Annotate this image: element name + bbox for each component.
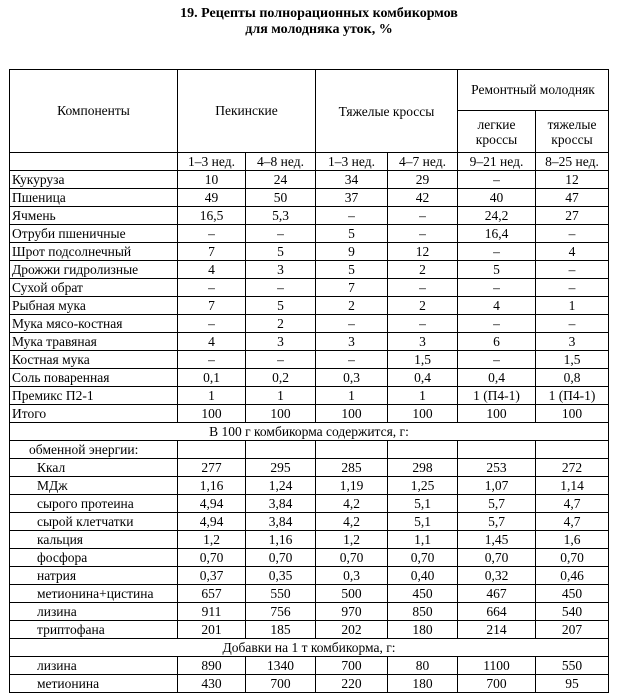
value-cell: 1,16 [246, 531, 316, 549]
table-row [10, 243, 609, 261]
value-cell: – [388, 315, 458, 333]
value-cell: 5 [246, 243, 316, 261]
value-cell: 4,7 [536, 513, 609, 531]
value-cell: 214 [458, 621, 536, 639]
value-cell: 4,2 [316, 513, 388, 531]
value-cell: 24,2 [458, 207, 536, 225]
value-cell: 27 [536, 207, 609, 225]
value-cell: 1,25 [388, 477, 458, 495]
value-cell: 201 [178, 621, 246, 639]
value-cell: 1,24 [246, 477, 316, 495]
empty-cell [388, 441, 458, 459]
table-subtitle: для молодняка уток, % [245, 22, 393, 37]
row-label: Ккал [10, 459, 178, 477]
value-cell: – [316, 207, 388, 225]
value-cell: 970 [316, 603, 388, 621]
value-cell: – [316, 351, 388, 369]
feed-recipes-table [9, 69, 609, 693]
value-cell: 47 [536, 189, 609, 207]
value-cell: 12 [536, 171, 609, 189]
value-cell: 95 [536, 675, 609, 693]
value-cell: 5 [458, 261, 536, 279]
value-cell: 9 [316, 243, 388, 261]
value-cell: 16,4 [458, 225, 536, 243]
age-cell: 1–3 нед. [178, 153, 246, 171]
value-cell: 2 [388, 297, 458, 315]
table-row [10, 315, 609, 333]
row-label: лизина [10, 603, 178, 621]
value-cell: 1,45 [458, 531, 536, 549]
additives-rows [10, 657, 609, 693]
row-label: Отруби пшеничные [10, 225, 178, 243]
row-label: метионина+цистина [10, 585, 178, 603]
value-cell: 0,4 [388, 369, 458, 387]
value-cell: 253 [458, 459, 536, 477]
value-cell: – [388, 279, 458, 297]
value-cell: 4 [458, 297, 536, 315]
table-row [10, 585, 609, 603]
value-cell: – [178, 351, 246, 369]
value-cell: 80 [388, 657, 458, 675]
row-label: фосфора [10, 549, 178, 567]
row-label: триптофана [10, 621, 178, 639]
table-row [10, 513, 609, 531]
header-components: Компоненты [10, 70, 178, 153]
row-label: Кукуруза [10, 171, 178, 189]
table-row [10, 351, 609, 369]
value-cell: 298 [388, 459, 458, 477]
value-cell: 0,70 [316, 549, 388, 567]
value-cell: 5 [316, 261, 388, 279]
table-row [10, 567, 609, 585]
value-cell: 100 [458, 405, 536, 423]
value-cell: 100 [246, 405, 316, 423]
header-pekin: Пекинские [178, 70, 316, 153]
value-cell: – [178, 279, 246, 297]
row-label: Дрожжи гидролизные [10, 261, 178, 279]
value-cell: – [536, 315, 609, 333]
table-row [10, 369, 609, 387]
value-cell: 7 [316, 279, 388, 297]
value-cell: 1,1 [388, 531, 458, 549]
value-cell: – [316, 315, 388, 333]
value-cell: 756 [246, 603, 316, 621]
value-cell: 467 [458, 585, 536, 603]
value-cell: 49 [178, 189, 246, 207]
value-cell: 450 [536, 585, 609, 603]
row-label: лизина [10, 657, 178, 675]
row-label: сырого протеина [10, 495, 178, 513]
row-label: Мука мясо-костная [10, 315, 178, 333]
value-cell: 1,5 [388, 351, 458, 369]
value-cell: 911 [178, 603, 246, 621]
value-cell: 42 [388, 189, 458, 207]
value-cell: 185 [246, 621, 316, 639]
value-cell: 3 [316, 333, 388, 351]
value-cell: 2 [388, 261, 458, 279]
value-cell: 1,6 [536, 531, 609, 549]
table-row [10, 549, 609, 567]
value-cell: 16,5 [178, 207, 246, 225]
value-cell: 5 [316, 225, 388, 243]
empty-cell [178, 441, 246, 459]
row-label: Костная мука [10, 351, 178, 369]
age-blank [10, 153, 178, 171]
value-cell: 1100 [458, 657, 536, 675]
table-row [10, 657, 609, 675]
value-cell: 540 [536, 603, 609, 621]
value-cell: 5,1 [388, 513, 458, 531]
value-cell: 5,3 [246, 207, 316, 225]
value-cell: 5,7 [458, 513, 536, 531]
value-cell: 4 [536, 243, 609, 261]
value-cell: 0,1 [178, 369, 246, 387]
value-cell: 100 [388, 405, 458, 423]
value-cell: 1,2 [316, 531, 388, 549]
table-row [10, 207, 609, 225]
value-cell: 3 [246, 333, 316, 351]
table-row [10, 675, 609, 693]
table-row [10, 189, 609, 207]
value-cell: 3,84 [246, 495, 316, 513]
row-label: Пшеница [10, 189, 178, 207]
value-cell: 5 [246, 297, 316, 315]
value-cell: – [536, 261, 609, 279]
table-row [10, 531, 609, 549]
value-cell: 657 [178, 585, 246, 603]
value-cell: – [458, 315, 536, 333]
empty-cell [458, 441, 536, 459]
value-cell: 700 [458, 675, 536, 693]
table-row [10, 225, 609, 243]
value-cell: 2 [246, 315, 316, 333]
value-cell: 1,07 [458, 477, 536, 495]
value-cell: – [458, 243, 536, 261]
table-row [10, 621, 609, 639]
value-cell: 500 [316, 585, 388, 603]
value-cell: 12 [388, 243, 458, 261]
table-row [10, 405, 609, 423]
age-cell: 4–7 нед. [388, 153, 458, 171]
value-cell: 4,7 [536, 495, 609, 513]
value-cell: – [246, 351, 316, 369]
value-cell: 7 [178, 243, 246, 261]
value-cell: 0,4 [458, 369, 536, 387]
nutrition-rows [10, 459, 609, 639]
value-cell: 3 [246, 261, 316, 279]
value-cell: – [178, 315, 246, 333]
value-cell: 4 [178, 261, 246, 279]
row-label: Ячмень [10, 207, 178, 225]
header-rows [10, 70, 609, 171]
header-replacement: Ремонтный молодняк [458, 70, 609, 111]
value-cell: 1,2 [178, 531, 246, 549]
value-cell: 1 (П4-1) [458, 387, 536, 405]
value-cell: 2 [316, 297, 388, 315]
value-cell: 220 [316, 675, 388, 693]
value-cell: 5,7 [458, 495, 536, 513]
row-label: МДж [10, 477, 178, 495]
row-label: Мука травяная [10, 333, 178, 351]
value-cell: 1340 [246, 657, 316, 675]
value-cell: 202 [316, 621, 388, 639]
value-cell: 4,2 [316, 495, 388, 513]
age-row [10, 153, 609, 171]
table-row [10, 495, 609, 513]
value-cell: 1 [536, 297, 609, 315]
table-row [10, 603, 609, 621]
table-row [10, 297, 609, 315]
empty-cell [246, 441, 316, 459]
value-cell: 700 [316, 657, 388, 675]
section-additives [10, 639, 609, 657]
table-row [10, 459, 609, 477]
value-cell: 0,37 [178, 567, 246, 585]
table-row [10, 171, 609, 189]
value-cell: 1,14 [536, 477, 609, 495]
value-cell: – [458, 279, 536, 297]
value-cell: – [388, 207, 458, 225]
value-cell: 0,70 [178, 549, 246, 567]
value-cell: – [388, 225, 458, 243]
value-cell: 0,46 [536, 567, 609, 585]
value-cell: 664 [458, 603, 536, 621]
section-nutrition-heading: В 100 г комбикорма содержится, г: [10, 423, 609, 441]
age-cell: 8–25 нед. [536, 153, 609, 171]
value-cell: 430 [178, 675, 246, 693]
age-cell: 9–21 нед. [458, 153, 536, 171]
value-cell: 550 [536, 657, 609, 675]
value-cell: 4,94 [178, 495, 246, 513]
table-row [10, 441, 609, 459]
row-label: Шрот подсолнечный [10, 243, 178, 261]
value-cell: 180 [388, 675, 458, 693]
row-label: Итого [10, 405, 178, 423]
row-label: Соль поваренная [10, 369, 178, 387]
table-row [10, 387, 609, 405]
age-cell: 4–8 нед. [246, 153, 316, 171]
value-cell: 100 [316, 405, 388, 423]
row-label: Рыбная мука [10, 297, 178, 315]
section-nutrition [10, 423, 609, 459]
value-cell: 4,94 [178, 513, 246, 531]
value-cell: 1 [316, 387, 388, 405]
value-cell: 295 [246, 459, 316, 477]
row-label: кальция [10, 531, 178, 549]
value-cell: 1,19 [316, 477, 388, 495]
value-cell: 0,3 [316, 369, 388, 387]
value-cell: 10 [178, 171, 246, 189]
value-cell: 0,8 [536, 369, 609, 387]
row-label: Премикс П2-1 [10, 387, 178, 405]
value-cell: – [536, 225, 609, 243]
value-cell: 0,70 [458, 549, 536, 567]
value-cell: 0,32 [458, 567, 536, 585]
value-cell: 6 [458, 333, 536, 351]
section-additives-heading: Добавки на 1 т комбикорма, г: [10, 639, 609, 657]
empty-cell [536, 441, 609, 459]
row-label: Сухой обрат [10, 279, 178, 297]
value-cell: 50 [246, 189, 316, 207]
value-cell: 100 [536, 405, 609, 423]
value-cell: 285 [316, 459, 388, 477]
value-cell: 0,40 [388, 567, 458, 585]
value-cell: 40 [458, 189, 536, 207]
table-row [10, 477, 609, 495]
value-cell: 37 [316, 189, 388, 207]
value-cell: 3 [536, 333, 609, 351]
value-cell: 5,1 [388, 495, 458, 513]
value-cell: – [246, 279, 316, 297]
value-cell: – [246, 225, 316, 243]
row-label: натрия [10, 567, 178, 585]
value-cell: 34 [316, 171, 388, 189]
value-cell: 1,5 [536, 351, 609, 369]
header-heavy-crosses-sub: тяжелые кроссы [536, 111, 609, 153]
value-cell: 272 [536, 459, 609, 477]
value-cell: 0,70 [388, 549, 458, 567]
ingredients-rows [10, 171, 609, 423]
table-row [10, 261, 609, 279]
value-cell: 24 [246, 171, 316, 189]
table-row [10, 333, 609, 351]
value-cell: 4 [178, 333, 246, 351]
value-cell: 1 (П4-1) [536, 387, 609, 405]
value-cell: 3 [388, 333, 458, 351]
value-cell: 450 [388, 585, 458, 603]
header-heavy-crosses-label: Тяжелые кроссы [338, 103, 435, 119]
table-row [10, 279, 609, 297]
value-cell: – [536, 279, 609, 297]
value-cell: 0,70 [536, 549, 609, 567]
value-cell: 1 [246, 387, 316, 405]
value-cell: 700 [246, 675, 316, 693]
table-title: 19. Рецепты полнорационных комбикормов [180, 6, 458, 21]
value-cell: 1 [178, 387, 246, 405]
empty-cell [316, 441, 388, 459]
value-cell: 0,2 [246, 369, 316, 387]
value-cell: 1,16 [178, 477, 246, 495]
value-cell: – [458, 351, 536, 369]
value-cell: 890 [178, 657, 246, 675]
value-cell: 29 [388, 171, 458, 189]
value-cell: 550 [246, 585, 316, 603]
row-label: сырой клетчатки [10, 513, 178, 531]
value-cell: 180 [388, 621, 458, 639]
value-cell: 1 [388, 387, 458, 405]
value-cell: 0,35 [246, 567, 316, 585]
value-cell: – [458, 171, 536, 189]
value-cell: 0,3 [316, 567, 388, 585]
value-cell: 3,84 [246, 513, 316, 531]
value-cell: 277 [178, 459, 246, 477]
header-heavy-crosses [316, 70, 458, 153]
value-cell: 7 [178, 297, 246, 315]
value-cell: 0,70 [246, 549, 316, 567]
age-cell: 1–3 нед. [316, 153, 388, 171]
value-cell: – [178, 225, 246, 243]
row-label: метионина [10, 675, 178, 693]
value-cell: 850 [388, 603, 458, 621]
value-cell: 207 [536, 621, 609, 639]
header-light-crosses: легкие кроссы [458, 111, 536, 153]
energy-label: обменной энергии: [10, 441, 178, 459]
value-cell: 100 [178, 405, 246, 423]
